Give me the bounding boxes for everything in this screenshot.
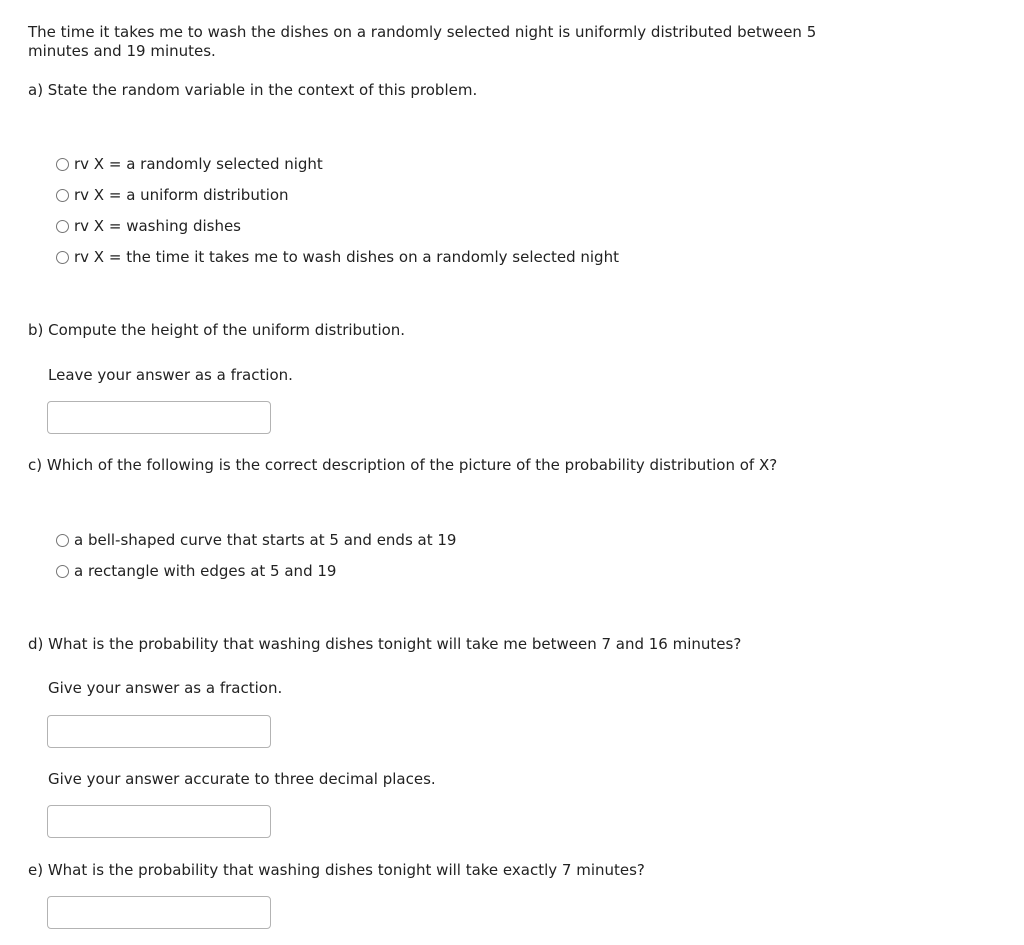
question-d: d) What is the probability that washing dishes tonight will take me between 7 and 16 minutes? [28, 635, 742, 653]
radio-button[interactable] [56, 158, 69, 171]
option-label: a bell-shaped curve that starts at 5 and ends at 19 [74, 531, 457, 549]
question-e: e) What is the probability that washing dishes tonight will take exactly 7 minutes? [28, 861, 645, 879]
answer-input-e[interactable] [47, 896, 271, 929]
radio-button[interactable] [56, 565, 69, 578]
option-a-1[interactable] [56, 154, 323, 174]
option-label: a rectangle with edges at 5 and 19 [74, 562, 337, 580]
option-a-4[interactable] [56, 247, 619, 267]
radio-button[interactable] [56, 189, 69, 202]
option-c-1[interactable] [56, 530, 456, 550]
radio-button[interactable] [56, 220, 69, 233]
problem-intro: The time it takes me to wash the dishes on a randomly selected night is uniformly distributed between 5 minutes and 19 minutes. [28, 23, 817, 60]
instruction-d-fraction: Give your answer as a fraction. [48, 679, 283, 697]
answer-input-b[interactable] [47, 401, 271, 434]
option-label: rv X = a uniform distribution [74, 186, 289, 204]
option-label: rv X = washing dishes [74, 217, 241, 235]
answer-input-d-fraction[interactable] [47, 715, 271, 748]
instruction-b: Leave your answer as a fraction. [48, 366, 293, 384]
option-c-2[interactable] [56, 561, 336, 581]
radio-button[interactable] [56, 534, 69, 547]
question-c: c) Which of the following is the correct description of the picture of the probability distribution of X? [28, 456, 778, 474]
option-a-3[interactable] [56, 216, 241, 236]
question-a: a) State the random variable in the context of this problem. [28, 81, 478, 99]
option-a-2[interactable] [56, 185, 289, 205]
question-b: b) Compute the height of the uniform distribution. [28, 321, 406, 339]
option-label: rv X = a randomly selected night [74, 155, 323, 173]
option-label: rv X = the time it takes me to wash dishes on a randomly selected night [74, 248, 619, 266]
instruction-d-decimal: Give your answer accurate to three decimal places. [48, 770, 436, 788]
radio-button[interactable] [56, 251, 69, 264]
answer-input-d-decimal[interactable] [47, 805, 271, 838]
